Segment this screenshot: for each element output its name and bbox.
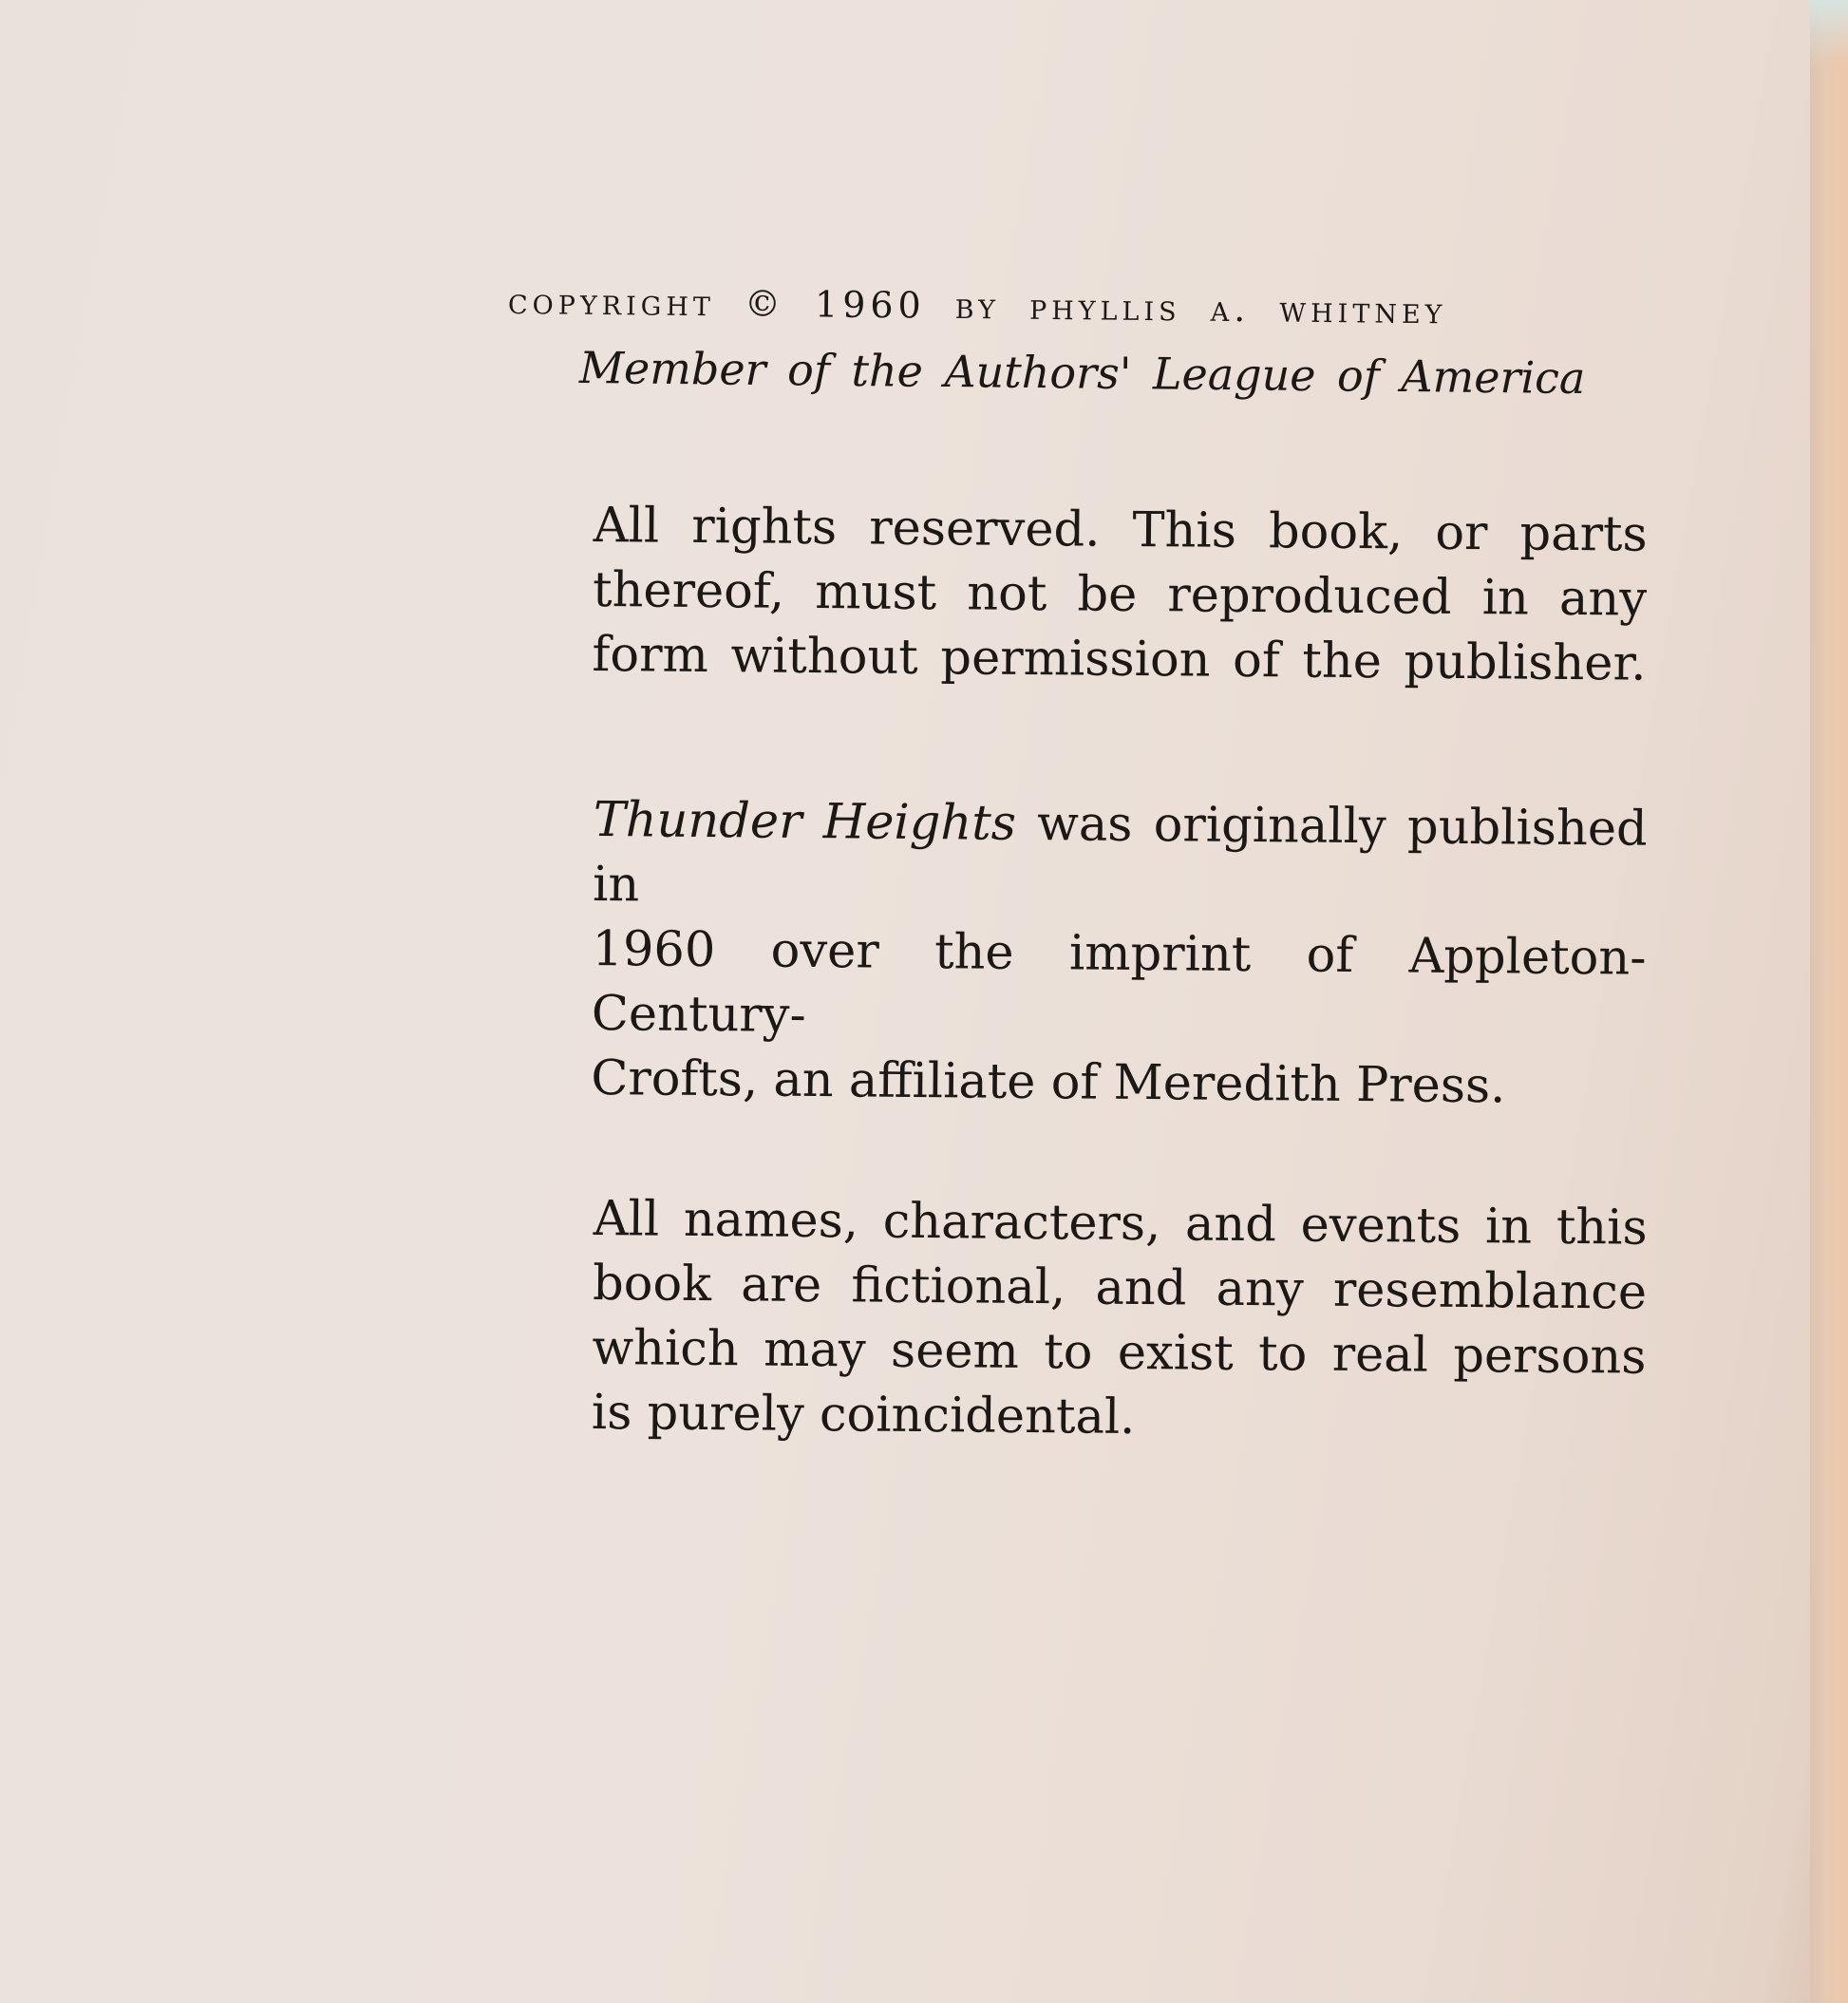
corner-shadow [1810, 0, 1848, 66]
fiction-line: book are fictional, and any resemblance [592, 1255, 1648, 1321]
rights-line: thereof, must not be reproduced in any [592, 561, 1648, 628]
publication-line1-rest: was originally published in [592, 795, 1648, 914]
page-edge [1810, 0, 1848, 2003]
rights-paragraph [592, 494, 1648, 697]
rights-line: All rights reserved. This book, or parts [593, 497, 1648, 563]
book-title: Thunder Heights [593, 791, 1017, 852]
member-notice: Member of the Authors' League of America [578, 342, 1586, 405]
rights-line: form without permission of the publisher. [592, 626, 1647, 692]
fiction-line: is purely coincidental. [591, 1384, 1136, 1446]
fiction-line: All names, characters, and events in this [593, 1190, 1648, 1257]
publication-line: 1960 over the imprint of Appleton-Century- [591, 920, 1647, 1044]
copyright-notice: copyright © 1960 by phyllis a. whitney [507, 280, 1447, 332]
publication-paragraph [591, 788, 1648, 1121]
fiction-line: which may seem to exist to real persons [592, 1319, 1647, 1386]
publication-line [593, 788, 1648, 927]
publication-line: Crofts, an affiliate of Meredith Press. [591, 1049, 1506, 1115]
fiction-disclaimer-paragraph [592, 1187, 1648, 1455]
